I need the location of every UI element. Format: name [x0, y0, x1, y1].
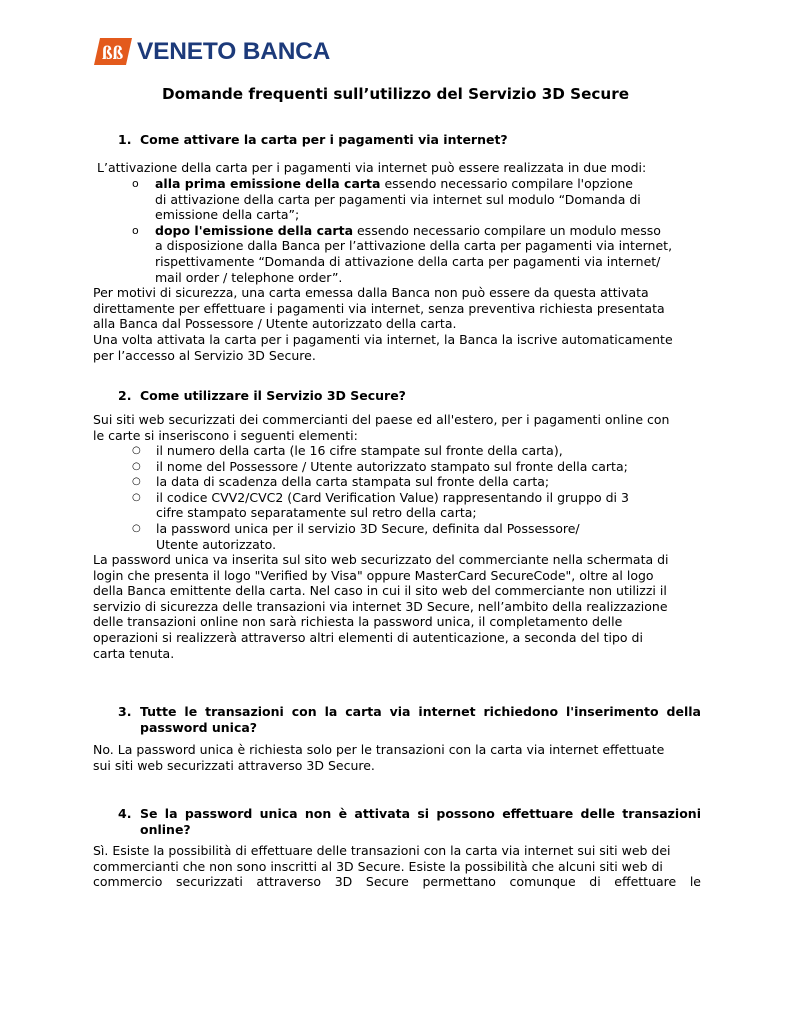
- question-number: 2.: [118, 388, 132, 403]
- list-item: ○ il nome del Possessore / Utente autorizzato stampato sul fronte della carta;: [132, 458, 628, 474]
- question-text-line: Tutte le transazioni con la carta via internet richiedono l'inserimento della: [140, 704, 701, 719]
- circle-bullet-icon: ○: [132, 491, 141, 503]
- list-item: ○ il codice CVV2/CVC2 (Card Verification Value) rappresentando il gruppo di 3 cifre stampato separatamente sul retro della carta;: [132, 489, 629, 521]
- circle-bullet-icon: ○: [132, 522, 141, 534]
- section-2-intro: Sui siti web securizzati dei commercianti del paese ed all'estero, per i pagamenti online con le carte si inseriscono i seguenti elementi:: [93, 412, 670, 443]
- section-3-answer: No. La password unica è richiesta solo per le transazioni con la carta via internet effettuate sui siti web securizzati attraverso 3D Secure.: [93, 742, 665, 773]
- question-text: Come attivare la carta per i pagamenti via internet?: [140, 132, 508, 147]
- question-number: 3.: [118, 704, 132, 719]
- list-item: ○ la data di scadenza della carta stampata sul fronte della carta;: [132, 474, 550, 490]
- question-text: Come utilizzare il Servizio 3D Secure?: [140, 388, 406, 403]
- section-2-paragraph: La password unica va inserita sul sito web securizzato del commerciante nella schermata di login che presenta il logo "Verified by Visa" oppure MasterCard SecureCode", oltre al logo della Banca emittente della carta. Nel caso in cui il sito web del commerciante non utilizzi il servizio di sicurezza delle transazioni via internet 3D Secure, nell’ambito della realizzazione delle transazioni online non sarà richiesta la password unica, il completamento delle operazioni si realizzerà attraverso altri elementi di autenticazione, a seconda del tipo di carta tenuta.: [93, 552, 669, 661]
- list-item: ○ il numero della carta (le 16 cifre stampate sul fronte della carta),: [132, 443, 563, 458]
- question-3: [118, 704, 701, 736]
- svg-text:ßß: ßß: [102, 43, 124, 64]
- bank-logo: [94, 38, 330, 65]
- circle-bullet-icon: o: [132, 177, 139, 190]
- section-1-paragraph-1: Per motivi di sicurezza, una carta emessa dalla Banca non può essere da questa attivata direttamente per effettuare i pagamenti via internet, senza preventiva richiesta presentata alla Banca dal Possessore / Utente autorizzato della carta.: [93, 285, 665, 332]
- question-2: [118, 388, 701, 404]
- list-item: ○ la password unica per il servizio 3D Secure, definita dal Possessore/ Utente autorizzato.: [132, 520, 580, 552]
- section-1-paragraph-2: Una volta attivata la carta per i pagamenti via internet, la Banca la iscrive automaticamente per l’accesso al Servizio 3D Secure.: [93, 332, 673, 363]
- section-1-intro: L’attivazione della carta per i pagamenti via internet può essere realizzata in due modi:: [97, 160, 647, 175]
- question-4: [118, 806, 701, 838]
- list-item: o dopo l'emissione della carta essendo necessario compilare un modulo messo a disposizione dalla Banca per l’attivazione della carta per pagamenti via internet, rispettivamente “Domanda di attivazione della carta per pagamenti via internet/ mail order / telephone order”.: [132, 222, 673, 285]
- section-4-answer: Sì. Esiste la possibilità di effettuare delle transazioni con la carta via internet sui siti web dei commercianti che non sono inscritti al 3D Secure. Esiste la possibilità che alcuni siti web di commercio securizzati attraverso 3D Secure permettano comunque di effettuare le: [93, 843, 701, 890]
- question-text-line: password unica?: [140, 720, 258, 735]
- payment-elements-list: [132, 443, 701, 552]
- question-number: 1.: [118, 132, 132, 147]
- question-text-line: online?: [140, 822, 191, 837]
- question-number: 4.: [118, 806, 132, 821]
- circle-bullet-icon: ○: [132, 445, 141, 456]
- activation-methods-list: [132, 176, 701, 285]
- circle-bullet-icon: ○: [132, 476, 141, 488]
- circle-bullet-icon: o: [132, 223, 139, 237]
- page-title: Domande frequenti sull’utilizzo del Servizio 3D Secure: [161, 85, 630, 103]
- logo-wordmark: VENETO BANCA: [137, 38, 331, 65]
- veneto-banca-logo-icon: [94, 38, 132, 65]
- list-item: o alla prima emissione della carta essendo necessario compilare l'opzione di attivazione della carta per pagamenti via internet sul modulo “Domanda di emissione della carta”;: [132, 176, 641, 223]
- question-text-line: Se la password unica non è attivata si possono effettuare delle transazioni: [140, 806, 701, 821]
- question-1: [118, 132, 701, 148]
- circle-bullet-icon: ○: [132, 460, 141, 472]
